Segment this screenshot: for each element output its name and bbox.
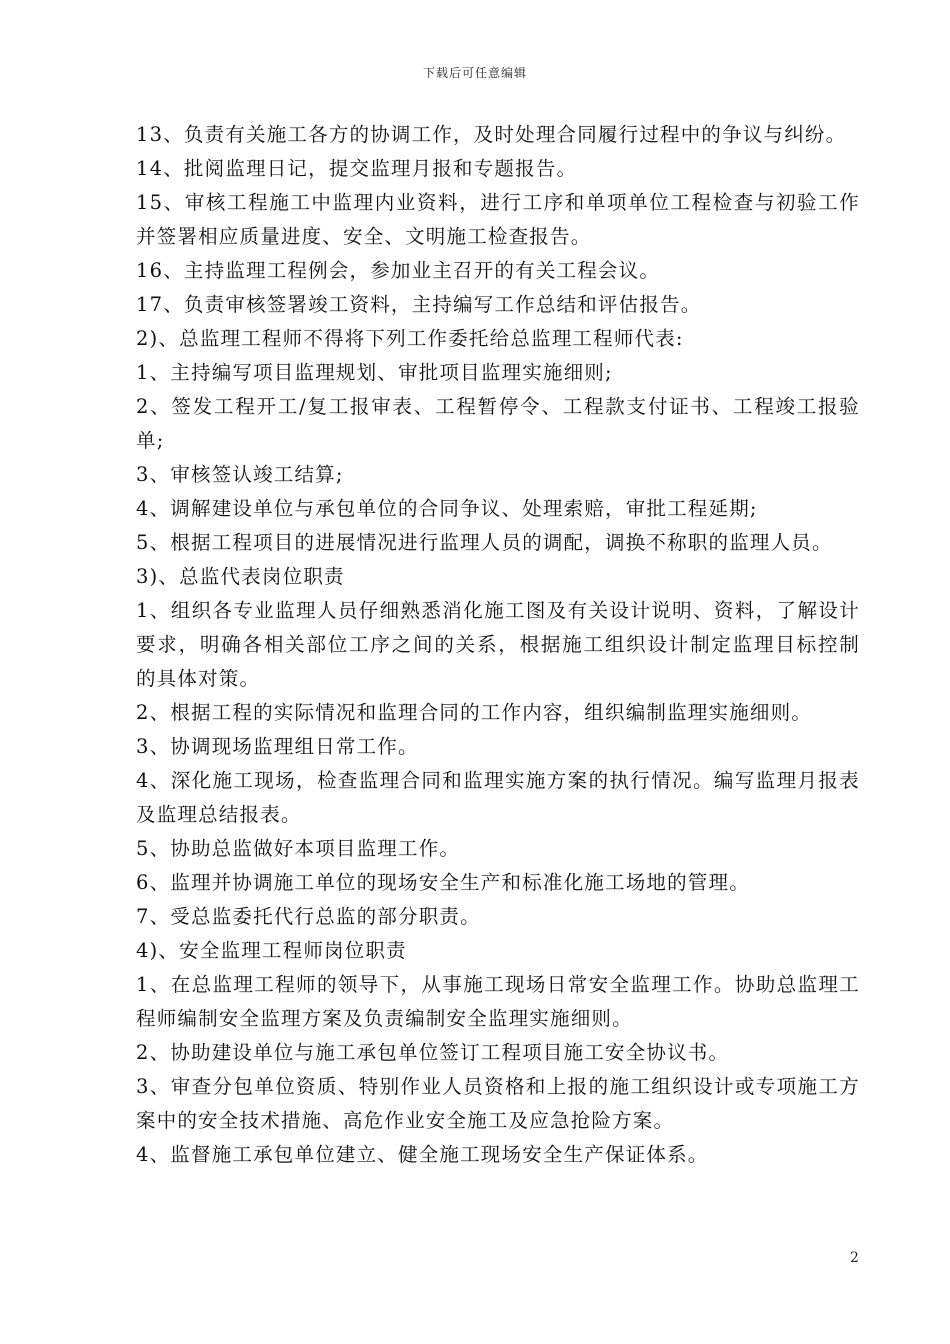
- section-heading: 3)、总监代表岗位职责: [136, 565, 345, 588]
- paragraph: 2、签发工程开工/复工报审表、工程暂停令、工程款支付证书、工程竣工报验单;: [136, 395, 860, 452]
- page-header-watermark: 下载后可任意编辑: [422, 66, 527, 80]
- paragraph: 3、协调现场监理组日常工作。: [136, 735, 419, 758]
- page-number: 2: [850, 1250, 859, 1266]
- paragraph: 15、审核工程施工中监理内业资料，进行工序和单项单位工程检查与初验工作并签署相应质量进度、安全、文明施工检查报告。: [136, 191, 860, 248]
- document-body: [136, 118, 860, 1172]
- paragraph: 14、批阅监理日记，提交监理月报和专题报告。: [136, 157, 578, 180]
- paragraph: 5、根据工程项目的进展情况进行监理人员的调配，调换不称职的监理人员。: [136, 531, 833, 554]
- section-heading: 4)、安全监理工程师岗位职责: [136, 939, 407, 962]
- paragraph: 17、负责审核签署竣工资料，主持编写工作总结和评估报告。: [136, 293, 702, 316]
- paragraph: 1、主持编写项目监理规划、审批项目监理实施细则;: [136, 361, 613, 384]
- paragraph: 7、受总监委托代行总监的部分职责。: [136, 905, 481, 928]
- paragraph: 3、审核签认竣工结算;: [136, 463, 344, 486]
- paragraph: 6、监理并协调施工单位的现场安全生产和标准化施工场地的管理。: [136, 871, 750, 894]
- paragraph: 16、主持监理工程例会，参加业主召开的有关工程会议。: [136, 259, 661, 282]
- paragraph: 13、负责有关施工各方的协调工作，及时处理合同履行过程中的争议与纠纷。: [136, 123, 847, 146]
- paragraph: 3、审查分包单位资质、特别作业人员资格和上报的施工组织设计或专项施工方案中的安全技术措施、高危作业安全施工及应急抢险方案。: [136, 1075, 860, 1132]
- section-heading: 2)、总监理工程师不得将下列工作委托给总监理工程师代表:: [136, 327, 684, 350]
- paragraph: 1、组织各专业监理人员仔细熟悉消化施工图及有关设计说明、资料，了解设计要求，明确各相关部位工序之间的关系，根据施工组织设计制定监理目标控制的具体对策。: [136, 599, 860, 690]
- paragraph: 4、深化施工现场，检查监理合同和监理实施方案的执行情况。编写监理月报表及监理总结报表。: [136, 769, 860, 826]
- paragraph: 2、协助建设单位与施工承包单位签订工程项目施工安全协议书。: [136, 1041, 730, 1064]
- paragraph: 4、监督施工承包单位建立、健全施工现场安全生产保证体系。: [136, 1143, 709, 1166]
- paragraph: 5、协助总监做好本项目监理工作。: [136, 837, 461, 860]
- paragraph: 2、根据工程的实际情况和监理合同的工作内容，组织编制监理实施细则。: [136, 701, 813, 724]
- paragraph: 1、在总监理工程师的领导下，从事施工现场日常安全监理工作。协助总监理工程师编制安全监理方案及负责编制安全监理实施细则。: [136, 973, 860, 1030]
- paragraph: 4、调解建设单位与承包单位的合同争议、处理索赔，审批工程延期;: [136, 497, 758, 520]
